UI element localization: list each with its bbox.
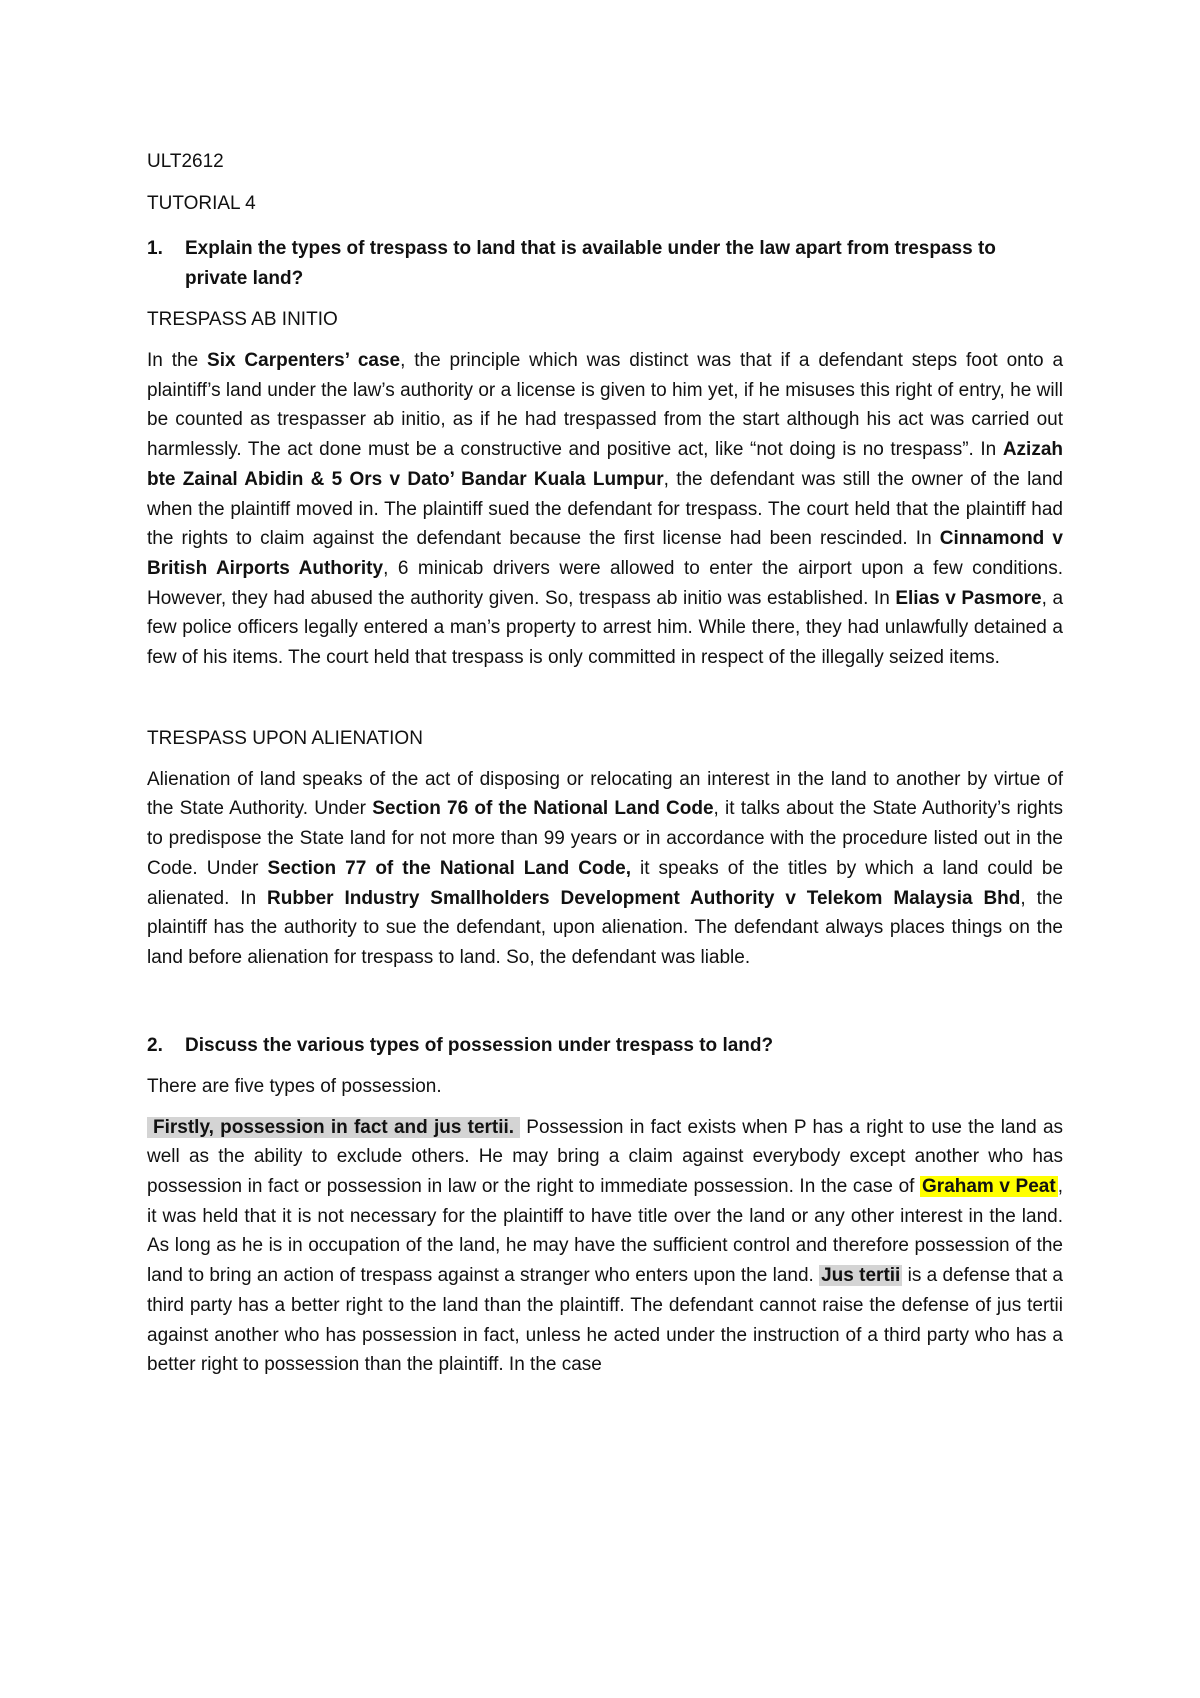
question-1 [147,234,1063,294]
case-reference: Section 77 of the National Land Code, [267,857,631,879]
spacer [147,973,1063,1031]
body-text: , the defendant was still the owner of the land when the plaintiff moved in. The plaintiff sued the defendant for trespass. The court held that the plaintiff had the rights to claim against the defendant because the first license had been rescinded. In [147,468,1063,550]
question-2 [147,1031,1063,1061]
body-text: , 6 minicab drivers were allowed to enter the airport upon a few conditions. However, they had abused the authority given. So, trespass ab initio was established. In [147,557,1064,609]
body-text: In the [147,350,208,371]
course-code: ULT2612 [147,151,224,172]
paragraph-trespass-upon-alienation [147,765,1063,973]
case-reference: Rubber Industry Smallholders Development Authority v Telekom Malaysia Bhd [267,887,1021,909]
paragraph-possession-in-fact [147,1113,1063,1380]
heading-trespass-upon-alienation: TRESPASS UPON ALIENATION [147,727,423,749]
body-text: , it was held that it is not necessary for the plaintiff to have title over the land or any other interest in the land. As long as he is in occupation of the land, he may have the sufficient control and therefore possession of the land to bring an action of trespass against a stranger who enters upon the land. [147,1176,1063,1287]
case-reference: Elias v Pasmore [895,587,1042,609]
body-text: is a defense that a third party has a better right to the land than the plaintiff. The defendant cannot raise the defense of jus tertii against another who has possession in fact, unless he acted under the instruction of a third party who has a better right to possession than the plaintiff. In the case [147,1265,1063,1376]
question-1-number: 1. [147,238,163,259]
possession-intro: There are five types of possession. [147,1075,442,1097]
spacer [147,673,1063,727]
paragraph-trespass-ab-initio [147,346,1063,673]
body-text: , a few police officers legally entered a man’s property to arrest him. While there, they had unlawfully detained a few of his items. The court held that trespass is only committed in respect of the illegally seized items. [147,587,1064,669]
highlighted-lead-phrase: Firstly, possession in fact and jus tertii. [147,1117,520,1138]
highlighted-term: Jus tertii [821,1265,901,1287]
case-reference: Section 76 of the National Land Code [372,798,714,820]
heading-trespass-ab-initio: TRESPASS AB INITIO [147,309,338,330]
body-text: Alienation of land speaks of the act of disposing or relocating an interest in the land to another by virtue of the State Authority. Under [147,768,1063,820]
body-text: , it talks about the State Authority’s rights to predispose the State land for not more than 99 years or in accordance with the procedure listed out in the Code. Under [147,798,1064,879]
case-reference: Six Carpenters’ case [207,350,401,371]
question-2-number: 2. [147,1034,163,1056]
tutorial-title: TUTORIAL 4 [147,193,256,214]
question-1-text: Explain the types of trespass to land that is available under the law apart from trespass to private land? [185,238,996,289]
body-text: , the plaintiff has the authority to sue the defendant, upon alienation. The defendant always places things on the land before alienation for trespass to land. So, the defendant was liable. [147,887,1063,968]
highlighted-case-reference: Graham v Peat [922,1176,1056,1198]
body-text: Possession in fact exists when P has a right to use the land as well as the ability to exclude others. He may bring a claim against everybody except another who has possession in fact or possession in law or the right to immediate possession. In the case of [147,1116,1064,1198]
case-reference: Azizah bte Zainal Abidin & 5 Ors v Dato’ Bandar Kuala Lumpur [147,439,1063,490]
question-2-text: Discuss the various types of possession under trespass to land? [185,1034,774,1056]
case-reference: Cinnamond v British Airports Authority [147,528,1063,579]
body-text: it speaks of the titles by which a land could be alienated. In [147,857,1064,909]
body-text: , the principle which was distinct was that if a defendant steps foot onto a plaintiff’s land under the law’s authority or a license is given to him yet, if he misuses this right of entry, he will be counted as trespasser ab initio, as if he had trespassed from the start although his act was carried out harmlessly. The act done must be a constructive and positive act, like “not doing is no trespass”. In [147,350,1064,461]
